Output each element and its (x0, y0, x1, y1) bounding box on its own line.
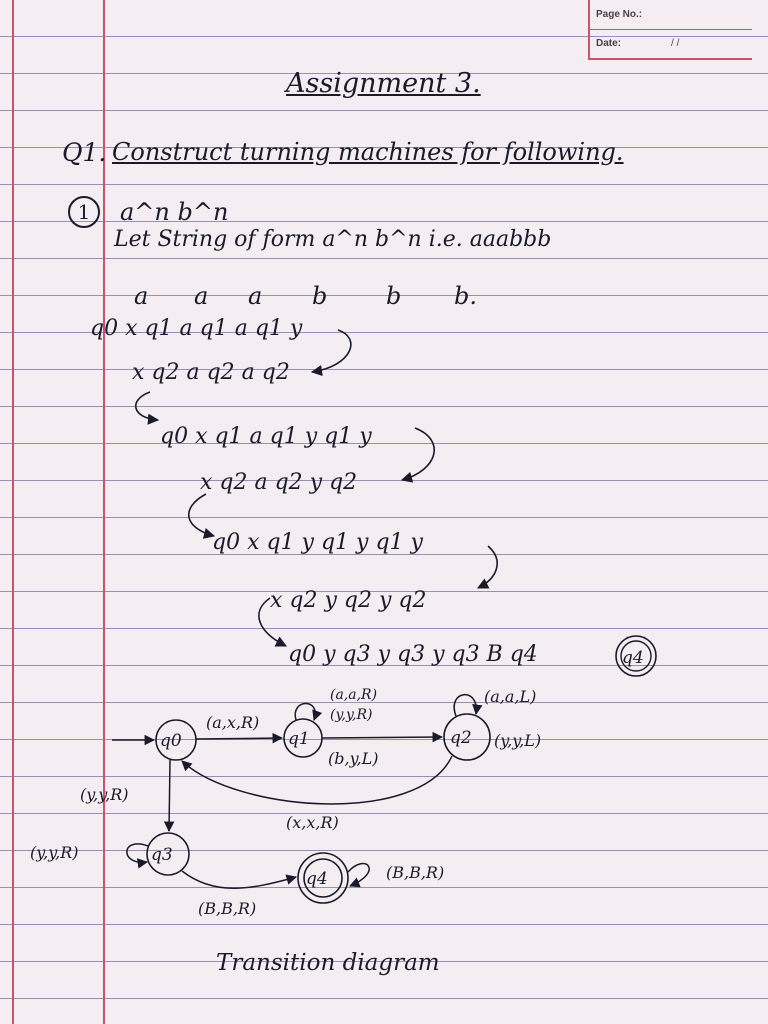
edge-q1-q2 (322, 737, 442, 738)
edge-q0-q3 (169, 760, 170, 831)
tape-cell: a (194, 282, 209, 310)
date-field: Date: / / (596, 38, 680, 49)
trace-line: q0 x q1 a q1 y q1 y (160, 424, 372, 449)
trace-line: q0 x q1 y q1 y q1 y (212, 530, 423, 555)
trace-line: q0 x q1 a q1 a q1 y (90, 316, 303, 341)
state-q4-label: q4 (622, 648, 644, 668)
self-loop-q1 (295, 704, 315, 721)
transition-label: (B,B,R) (198, 899, 257, 918)
tape-cell: b (312, 282, 328, 310)
part-number: 1 (68, 196, 100, 228)
self-loop-q3 (127, 844, 148, 862)
tape-cell: a (248, 282, 263, 310)
tape-cell: a (134, 282, 149, 310)
edge-q0-q1 (196, 738, 282, 739)
string-statement: Let String of form a^n b^n i.e. aaabbb (114, 227, 552, 252)
state-label: q4 (306, 869, 328, 889)
transition-label: (a,x,R) (206, 713, 260, 732)
trace-line: q0 y q3 y q3 y q3 B q4 (288, 642, 538, 667)
tape-cell: b (386, 282, 402, 310)
trace-arrow (312, 330, 351, 372)
question-label: Q1. (62, 138, 107, 167)
trace-line: x q2 y q2 y q2 (270, 588, 427, 613)
state-label: q3 (151, 845, 173, 865)
trace-arrow (259, 598, 286, 646)
transition-label: (a,a,L) (484, 687, 537, 706)
trace-line: x q2 a q2 y q2 (200, 470, 358, 495)
trace-arrow (478, 546, 497, 588)
transition-label: (y,y,L) (494, 731, 542, 750)
transition-label: (y,y,R) (80, 785, 129, 804)
tape-cell: b. (454, 282, 477, 310)
transition-label: (y,y,R) (30, 843, 79, 862)
page-no-field: Page No.: (590, 0, 752, 30)
trace-arrow (402, 428, 434, 480)
trace-arrow (136, 392, 158, 420)
self-loop-q2 (454, 695, 476, 716)
diagram-caption: Transition diagram (216, 950, 440, 976)
transition-label: (a,a,R) (330, 687, 378, 703)
state-label: q2 (450, 728, 472, 748)
state-label: q0 (160, 731, 182, 751)
language-heading: a^n b^n (120, 198, 229, 226)
trace-line: x q2 a q2 a q2 (132, 360, 290, 385)
question-text: Construct turning machines for following. (112, 138, 624, 166)
edge-q2-q0 (182, 756, 452, 804)
trace-arrows (136, 330, 497, 646)
trace-arrow (189, 494, 214, 536)
state-label: q1 (288, 729, 310, 749)
page-title: Assignment 3. (286, 68, 481, 99)
edge-q3-q4 (182, 871, 296, 888)
transition-label: (x,x,R) (286, 813, 339, 832)
self-loop-q4 (348, 864, 369, 886)
transition-label: (B,B,R) (386, 863, 445, 882)
transition-label: (b,y,L) (328, 749, 379, 768)
transition-label: (y,y,R) (330, 707, 373, 723)
